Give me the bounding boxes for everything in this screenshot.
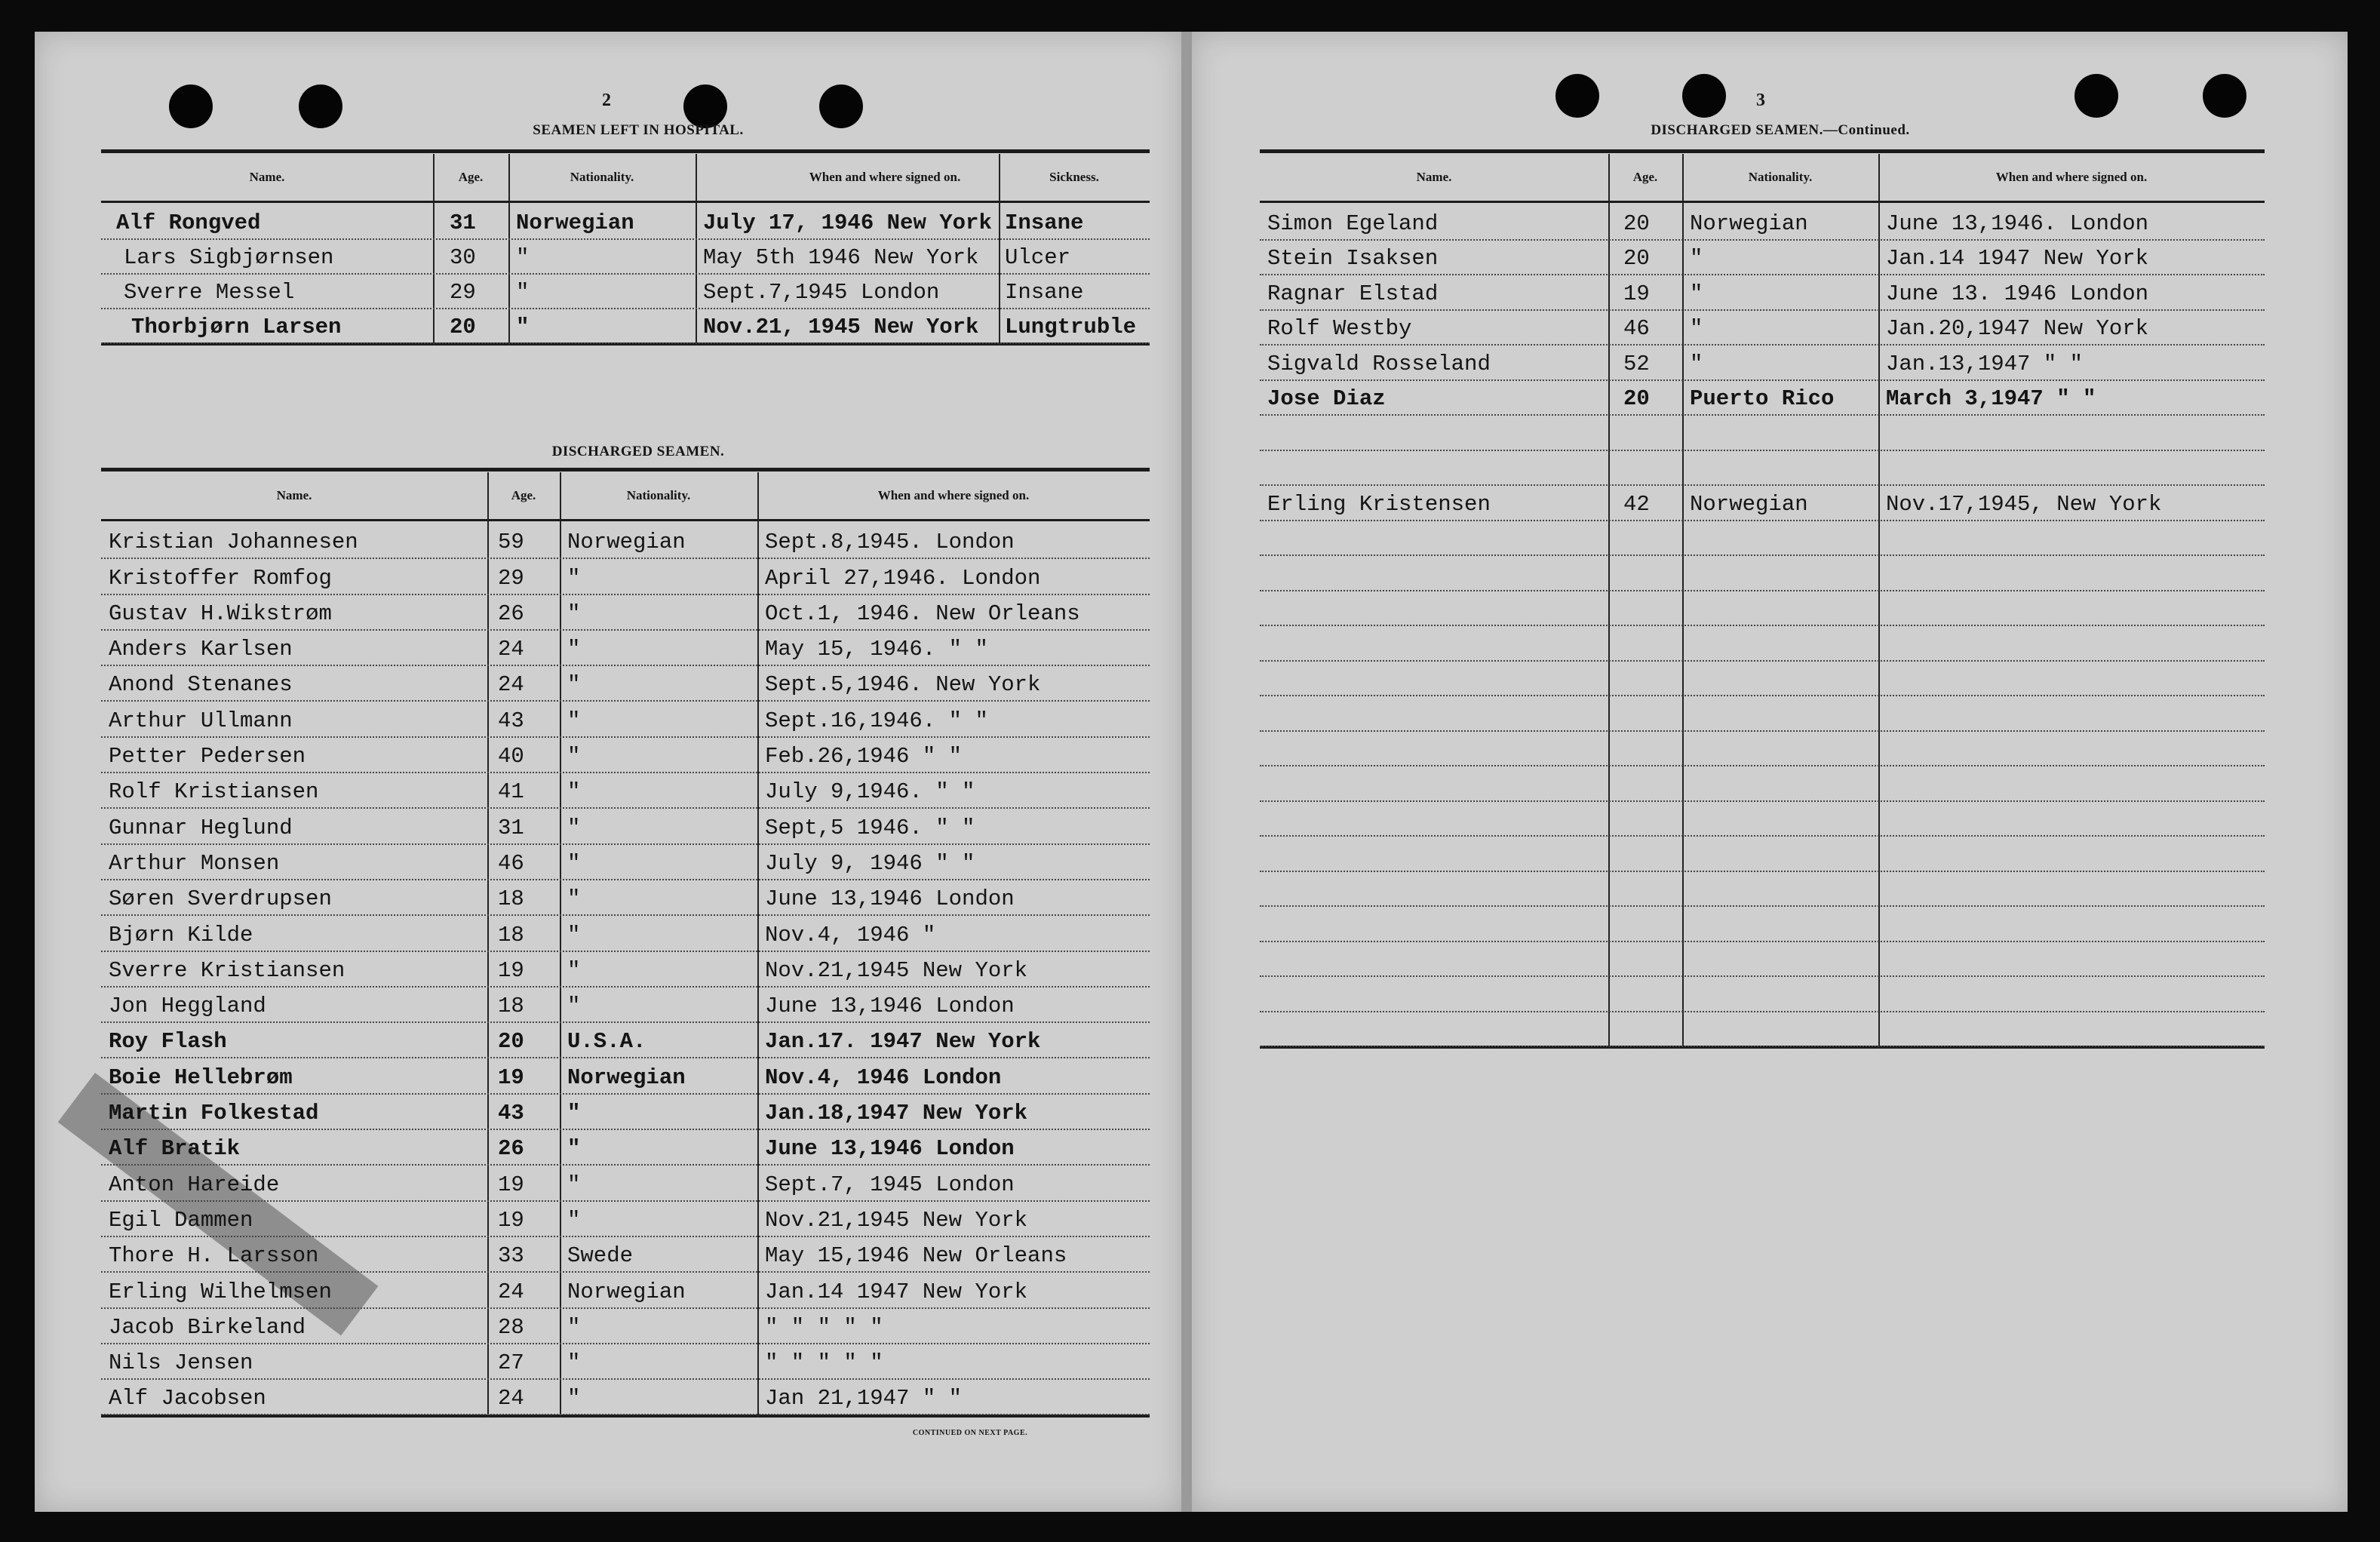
signed-on-cell: May 5th 1946 New York bbox=[703, 245, 979, 270]
hospital-table bbox=[101, 154, 1150, 346]
age-cell: 19 bbox=[1623, 281, 1650, 306]
nationality-cell: " bbox=[567, 601, 581, 626]
signed-on-cell: Nov.4, 1946 " bbox=[765, 922, 936, 948]
signed-on-cell: June 13. 1946 London bbox=[1886, 281, 2149, 306]
table-row bbox=[101, 843, 1150, 880]
age-cell: 18 bbox=[498, 994, 524, 1019]
nationality-cell: Norwegian bbox=[567, 1064, 686, 1090]
nationality-cell: " bbox=[516, 280, 530, 305]
name-cell: Lars Sigbjørnsen bbox=[124, 245, 334, 270]
name-cell: Anders Karlsen bbox=[109, 637, 293, 662]
page-number: 2 bbox=[602, 91, 611, 110]
header-rule bbox=[1260, 201, 2265, 203]
name-cell: Alf Jacobsen bbox=[109, 1386, 266, 1411]
column-header: Age. bbox=[458, 170, 484, 184]
table-row bbox=[1260, 554, 2265, 591]
table-row bbox=[1260, 274, 2265, 311]
signed-on-cell: Nov.4, 1946 London bbox=[765, 1064, 1002, 1090]
table-row bbox=[101, 701, 1150, 738]
nationality-cell: Norwegian bbox=[516, 210, 634, 235]
signed-on-cell: Jan.20,1947 New York bbox=[1886, 316, 2149, 341]
name-cell: Rolf Westby bbox=[1267, 316, 1412, 341]
signed-on-cell: Nov.21,1945 New York bbox=[765, 957, 1028, 983]
age-cell: 43 bbox=[498, 1101, 524, 1126]
signed-on-cell: " " " " " bbox=[765, 1314, 883, 1340]
signed-on-cell: Sept.5,1946. New York bbox=[765, 672, 1041, 698]
hospital-heading: SEAMEN LEFT IN HOSPITAL. bbox=[533, 122, 744, 138]
signed-on-cell: Oct.1, 1946. New Orleans bbox=[765, 601, 1080, 626]
table-row bbox=[1260, 765, 2265, 802]
signed-on-cell: May 15,1946 New Orleans bbox=[765, 1243, 1067, 1269]
name-cell: Thore H. Larsson bbox=[109, 1243, 319, 1269]
table-row bbox=[1260, 309, 2265, 346]
left-page bbox=[35, 32, 1181, 1512]
age-cell: 31 bbox=[450, 210, 476, 235]
age-cell: 24 bbox=[498, 637, 524, 662]
discharged-heading: DISCHARGED SEAMEN. bbox=[551, 444, 725, 459]
nationality-cell: " bbox=[567, 672, 581, 698]
name-cell: Rolf Kristiansen bbox=[109, 779, 319, 805]
signed-on-cell: Sept.7, 1945 London bbox=[765, 1172, 1015, 1197]
nationality-cell: Norwegian bbox=[567, 1279, 686, 1304]
name-cell: Sverre Messel bbox=[124, 280, 295, 305]
age-cell: 20 bbox=[450, 315, 476, 339]
age-cell: 52 bbox=[1623, 351, 1650, 376]
signed-on-cell: July 9, 1946 " " bbox=[765, 850, 975, 876]
name-cell: Erling Wilhelmsen bbox=[109, 1279, 332, 1304]
column-header: Nationality. bbox=[570, 170, 634, 184]
name-cell: Boie Hellebrøm bbox=[109, 1064, 293, 1090]
table-row bbox=[1260, 730, 2265, 767]
table-row bbox=[1260, 204, 2265, 241]
table-row bbox=[101, 807, 1150, 844]
table-row bbox=[101, 736, 1150, 773]
signed-on-cell: Feb.26,1946 " " bbox=[765, 744, 963, 769]
signed-on-cell: Jan.14 1947 New York bbox=[1886, 246, 2149, 271]
age-cell: 46 bbox=[1623, 316, 1650, 341]
age-cell: 20 bbox=[1623, 246, 1650, 271]
nationality-cell: " bbox=[567, 1172, 581, 1197]
signed-on-cell: July 9,1946. " " bbox=[765, 779, 975, 805]
signed-on-cell: April 27,1946. London bbox=[765, 565, 1041, 591]
nationality-cell: " bbox=[567, 1136, 581, 1162]
age-cell: 27 bbox=[498, 1350, 524, 1376]
name-cell: Gunnar Heglund bbox=[109, 815, 293, 840]
signed-on-cell: June 13,1946 London bbox=[765, 886, 1015, 912]
age-cell: 29 bbox=[498, 565, 524, 591]
header-rule bbox=[101, 201, 1150, 203]
table-row bbox=[101, 558, 1150, 594]
continued-note: CONTINUED ON NEXT PAGE. bbox=[912, 1429, 1028, 1437]
table-row bbox=[101, 204, 1150, 240]
table-row bbox=[101, 629, 1150, 666]
signed-on-cell: " " " " " bbox=[765, 1350, 883, 1376]
table-row bbox=[1260, 905, 2265, 942]
table-row bbox=[101, 1271, 1150, 1308]
name-cell: Erling Kristensen bbox=[1267, 491, 1491, 517]
signed-on-cell: Jan.14 1947 New York bbox=[765, 1279, 1028, 1304]
age-cell: 24 bbox=[498, 672, 524, 698]
name-cell: Simon Egeland bbox=[1267, 210, 1439, 236]
nationality-cell: " bbox=[516, 315, 530, 339]
nationality-cell: " bbox=[567, 1350, 581, 1376]
age-cell: 28 bbox=[498, 1314, 524, 1340]
table-row bbox=[1260, 484, 2265, 521]
table-row bbox=[101, 914, 1150, 951]
table-row bbox=[1260, 835, 2265, 872]
punch-hole bbox=[169, 84, 213, 128]
name-cell: Jon Heggland bbox=[109, 994, 266, 1019]
nationality-cell: Swede bbox=[567, 1243, 634, 1269]
table-row bbox=[1260, 520, 2265, 557]
header-rule bbox=[101, 519, 1150, 521]
table-row bbox=[1260, 590, 2265, 627]
sickness-cell: Lungtruble bbox=[1005, 315, 1137, 339]
name-cell: Roy Flash bbox=[109, 1029, 227, 1055]
signed-on-cell: June 13,1946 London bbox=[765, 1136, 1015, 1162]
table-row bbox=[101, 1378, 1150, 1415]
age-cell: 18 bbox=[498, 922, 524, 948]
sickness-cell: Ulcer bbox=[1005, 245, 1071, 270]
age-cell: 20 bbox=[498, 1029, 524, 1055]
age-cell: 20 bbox=[1623, 210, 1650, 236]
signed-on-cell: Nov.21, 1945 New York bbox=[703, 315, 979, 339]
column-header: Sickness. bbox=[1049, 170, 1099, 184]
age-cell: 33 bbox=[498, 1243, 524, 1269]
signed-on-cell: Jan.13,1947 " " bbox=[1886, 351, 2084, 376]
signed-on-cell: Sept.8,1945. London bbox=[765, 530, 1015, 555]
punch-hole bbox=[2203, 74, 2246, 118]
column-header: Age. bbox=[511, 488, 536, 502]
age-cell: 40 bbox=[498, 744, 524, 769]
table-row bbox=[1260, 239, 2265, 276]
page-fold bbox=[1181, 32, 1192, 1512]
signed-on-cell: July 17, 1946 New York bbox=[703, 210, 992, 235]
punch-hole bbox=[1555, 74, 1599, 118]
name-cell: Petter Pedersen bbox=[109, 744, 306, 769]
nationality-cell: " bbox=[567, 708, 581, 733]
table-row bbox=[101, 1058, 1150, 1095]
signed-on-cell: Nov.17,1945, New York bbox=[1886, 491, 2162, 517]
column-header: Name. bbox=[249, 170, 285, 184]
signed-on-cell: Sept,5 1946. " " bbox=[765, 815, 975, 840]
punch-hole bbox=[1682, 74, 1726, 118]
age-cell: 20 bbox=[1623, 386, 1650, 411]
sickness-cell: Insane bbox=[1005, 280, 1084, 305]
sickness-cell: Insane bbox=[1005, 210, 1084, 235]
age-cell: 29 bbox=[450, 280, 476, 305]
column-header: When and where signed on. bbox=[809, 170, 961, 184]
table-row bbox=[101, 238, 1150, 275]
table-row bbox=[101, 1307, 1150, 1344]
discharged-table bbox=[101, 472, 1150, 1418]
table-row bbox=[1260, 414, 2265, 451]
column-header: When and where signed on. bbox=[877, 488, 1030, 502]
table-row bbox=[101, 1343, 1150, 1380]
age-cell: 46 bbox=[498, 850, 524, 876]
column-header: Name. bbox=[1416, 170, 1452, 184]
name-cell: Sverre Kristiansen bbox=[109, 957, 345, 983]
table-row bbox=[1260, 660, 2265, 697]
name-cell: Sigvald Rosseland bbox=[1267, 351, 1491, 376]
name-cell: Anond Stenanes bbox=[109, 672, 293, 698]
table-row bbox=[101, 1021, 1150, 1058]
age-cell: 19 bbox=[498, 1172, 524, 1197]
discharged-continued-table bbox=[1260, 154, 2265, 1049]
nationality-cell: U.S.A. bbox=[567, 1029, 646, 1055]
name-cell: Jose Diaz bbox=[1267, 386, 1386, 411]
table-row bbox=[101, 1200, 1150, 1237]
nationality-cell: " bbox=[567, 850, 581, 876]
signed-on-cell: June 13,1946. London bbox=[1886, 210, 2149, 236]
column-header: Nationality. bbox=[626, 488, 691, 502]
column-header: Nationality. bbox=[1748, 170, 1813, 184]
table-row bbox=[101, 665, 1150, 702]
table-row bbox=[101, 986, 1150, 1023]
table-row bbox=[1260, 344, 2265, 381]
nationality-cell: " bbox=[567, 994, 581, 1019]
nationality-cell: " bbox=[1690, 351, 1703, 376]
age-cell: 26 bbox=[498, 601, 524, 626]
table-top-rule bbox=[101, 468, 1150, 472]
name-cell: Jacob Birkeland bbox=[109, 1314, 306, 1340]
table-top-rule bbox=[101, 149, 1150, 153]
age-cell: 24 bbox=[498, 1386, 524, 1411]
nationality-cell: " bbox=[1690, 316, 1703, 341]
table-row bbox=[1260, 695, 2265, 732]
age-cell: 26 bbox=[498, 1136, 524, 1162]
nationality-cell: Norwegian bbox=[1690, 210, 1808, 236]
age-cell: 19 bbox=[498, 1064, 524, 1090]
punch-hole bbox=[2074, 74, 2118, 118]
nationality-cell: Norwegian bbox=[1690, 491, 1808, 517]
table-row bbox=[101, 522, 1150, 559]
age-cell: 19 bbox=[498, 957, 524, 983]
table-row bbox=[101, 772, 1150, 809]
table-row bbox=[101, 308, 1150, 344]
column-header: Name. bbox=[276, 488, 312, 502]
table-row bbox=[101, 879, 1150, 916]
table-row bbox=[101, 1129, 1150, 1166]
age-cell: 59 bbox=[498, 530, 524, 555]
table-row bbox=[101, 1164, 1150, 1201]
signed-on-cell: Jan.18,1947 New York bbox=[765, 1101, 1028, 1126]
table-row bbox=[1260, 800, 2265, 837]
nationality-cell: " bbox=[567, 637, 581, 662]
name-cell: Ragnar Elstad bbox=[1267, 281, 1439, 306]
nationality-cell: " bbox=[567, 779, 581, 805]
nationality-cell: " bbox=[1690, 246, 1703, 271]
signed-on-cell: June 13,1946 London bbox=[765, 994, 1015, 1019]
table-row bbox=[101, 951, 1150, 988]
table-row bbox=[101, 1236, 1150, 1273]
nationality-cell: " bbox=[1690, 281, 1703, 306]
signed-on-cell: Sept.7,1945 London bbox=[703, 280, 940, 305]
table-row bbox=[1260, 975, 2265, 1012]
nationality-cell: " bbox=[567, 1386, 581, 1411]
table-row bbox=[101, 1093, 1150, 1130]
age-cell: 24 bbox=[498, 1279, 524, 1304]
nationality-cell: " bbox=[567, 565, 581, 591]
nationality-cell: " bbox=[567, 886, 581, 912]
discharged-continued-heading: DISCHARGED SEAMEN.—Continued. bbox=[1651, 122, 1910, 138]
name-cell: Kristoffer Romfog bbox=[109, 565, 332, 591]
name-cell: Alf Rongved bbox=[116, 210, 261, 235]
punch-hole bbox=[299, 84, 342, 128]
nationality-cell: " bbox=[567, 957, 581, 983]
name-cell: Arthur Monsen bbox=[109, 850, 280, 876]
table-row bbox=[1260, 871, 2265, 908]
signed-on-cell: March 3,1947 " " bbox=[1886, 386, 2096, 411]
name-cell: Nils Jensen bbox=[109, 1350, 253, 1376]
age-cell: 18 bbox=[498, 886, 524, 912]
age-cell: 30 bbox=[450, 245, 476, 270]
table-row bbox=[1260, 379, 2265, 416]
table-row bbox=[1260, 625, 2265, 662]
name-cell: Martin Folkestad bbox=[109, 1101, 319, 1126]
age-cell: 31 bbox=[498, 815, 524, 840]
nationality-cell: Norwegian bbox=[567, 530, 686, 555]
signed-on-cell: Jan.17. 1947 New York bbox=[765, 1029, 1041, 1055]
nationality-cell: " bbox=[567, 815, 581, 840]
page-number: 3 bbox=[1756, 91, 1765, 110]
name-cell: Bjørn Kilde bbox=[109, 922, 253, 948]
nationality-cell: " bbox=[567, 1207, 581, 1233]
table-row bbox=[101, 273, 1150, 309]
nationality-cell: " bbox=[567, 922, 581, 948]
nationality-cell: Puerto Rico bbox=[1690, 386, 1835, 411]
table-row bbox=[1260, 1011, 2265, 1048]
name-cell: Anton Hareide bbox=[109, 1172, 280, 1197]
name-cell: Stein Isaksen bbox=[1267, 246, 1439, 271]
name-cell: Kristian Johannesen bbox=[109, 530, 358, 555]
signed-on-cell: Sept.16,1946. " " bbox=[765, 708, 988, 733]
table-row bbox=[1260, 450, 2265, 487]
age-cell: 43 bbox=[498, 708, 524, 733]
name-cell: Arthur Ullmann bbox=[109, 708, 293, 733]
nationality-cell: " bbox=[567, 1101, 581, 1126]
column-header: When and where signed on. bbox=[1995, 170, 2148, 184]
nationality-cell: " bbox=[567, 1314, 581, 1340]
name-cell: Søren Sverdrupsen bbox=[109, 886, 332, 912]
age-cell: 19 bbox=[498, 1207, 524, 1233]
nationality-cell: " bbox=[516, 245, 530, 270]
name-cell: Gustav H.Wikstrøm bbox=[109, 601, 332, 626]
signed-on-cell: May 15, 1946. " " bbox=[765, 637, 988, 662]
age-cell: 42 bbox=[1623, 491, 1650, 517]
column-header: Age. bbox=[1632, 170, 1658, 184]
table-row bbox=[1260, 941, 2265, 978]
age-cell: 41 bbox=[498, 779, 524, 805]
table-top-rule bbox=[1260, 149, 2265, 153]
signed-on-cell: Nov.21,1945 New York bbox=[765, 1207, 1028, 1233]
name-cell: Thorbjørn Larsen bbox=[131, 315, 342, 339]
table-row bbox=[101, 594, 1150, 631]
name-cell: Alf Bratik bbox=[109, 1136, 241, 1162]
right-page bbox=[1192, 32, 2348, 1512]
signed-on-cell: Jan 21,1947 " " bbox=[765, 1386, 963, 1411]
nationality-cell: " bbox=[567, 744, 581, 769]
name-cell: Egil Dammen bbox=[109, 1207, 253, 1233]
